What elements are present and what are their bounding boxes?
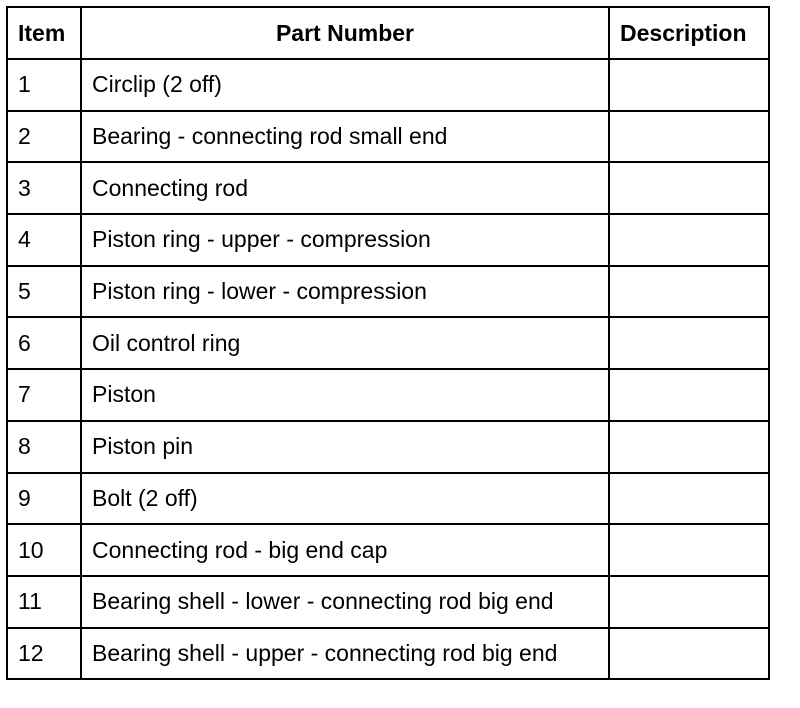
table-row (7, 317, 769, 369)
cell-item: 9 (7, 473, 81, 525)
cell-part: Piston ring - upper - compression (81, 214, 609, 266)
cell-item: 1 (7, 59, 81, 111)
cell-item: 7 (7, 369, 81, 421)
cell-part: Piston pin (81, 421, 609, 473)
header-description: Description (609, 7, 769, 59)
cell-part: Bearing shell - lower - connecting rod big end (81, 576, 609, 628)
cell-item: 4 (7, 214, 81, 266)
cell-description (609, 473, 769, 525)
cell-item: 5 (7, 266, 81, 318)
cell-part: Piston (81, 369, 609, 421)
cell-item: 6 (7, 317, 81, 369)
table-row (7, 473, 769, 525)
cell-item: 2 (7, 111, 81, 163)
cell-part: Circlip (2 off) (81, 59, 609, 111)
table-row (7, 421, 769, 473)
cell-description (609, 59, 769, 111)
table-row (7, 111, 769, 163)
cell-description (609, 266, 769, 318)
table-body (7, 59, 769, 679)
cell-part: Connecting rod - big end cap (81, 524, 609, 576)
cell-description (609, 421, 769, 473)
table-header (7, 7, 769, 59)
cell-description (609, 524, 769, 576)
cell-item: 8 (7, 421, 81, 473)
table-row (7, 214, 769, 266)
cell-description (609, 162, 769, 214)
table-row (7, 369, 769, 421)
cell-item: 3 (7, 162, 81, 214)
cell-part: Connecting rod (81, 162, 609, 214)
cell-item: 12 (7, 628, 81, 680)
table-row (7, 266, 769, 318)
cell-part: Bolt (2 off) (81, 473, 609, 525)
table-row (7, 59, 769, 111)
cell-part: Piston ring - lower - compression (81, 266, 609, 318)
header-item: Item (7, 7, 81, 59)
cell-description (609, 628, 769, 680)
header-part-number: Part Number (81, 7, 609, 59)
table-row (7, 162, 769, 214)
cell-part: Bearing - connecting rod small end (81, 111, 609, 163)
cell-item: 10 (7, 524, 81, 576)
cell-description (609, 576, 769, 628)
cell-part: Bearing shell - upper - connecting rod big end (81, 628, 609, 680)
cell-item: 11 (7, 576, 81, 628)
cell-part: Oil control ring (81, 317, 609, 369)
table-row (7, 576, 769, 628)
table-row (7, 524, 769, 576)
cell-description (609, 214, 769, 266)
table-row (7, 628, 769, 680)
cell-description (609, 111, 769, 163)
header-row (7, 7, 769, 59)
cell-description (609, 369, 769, 421)
parts-table (6, 6, 770, 680)
cell-description (609, 317, 769, 369)
